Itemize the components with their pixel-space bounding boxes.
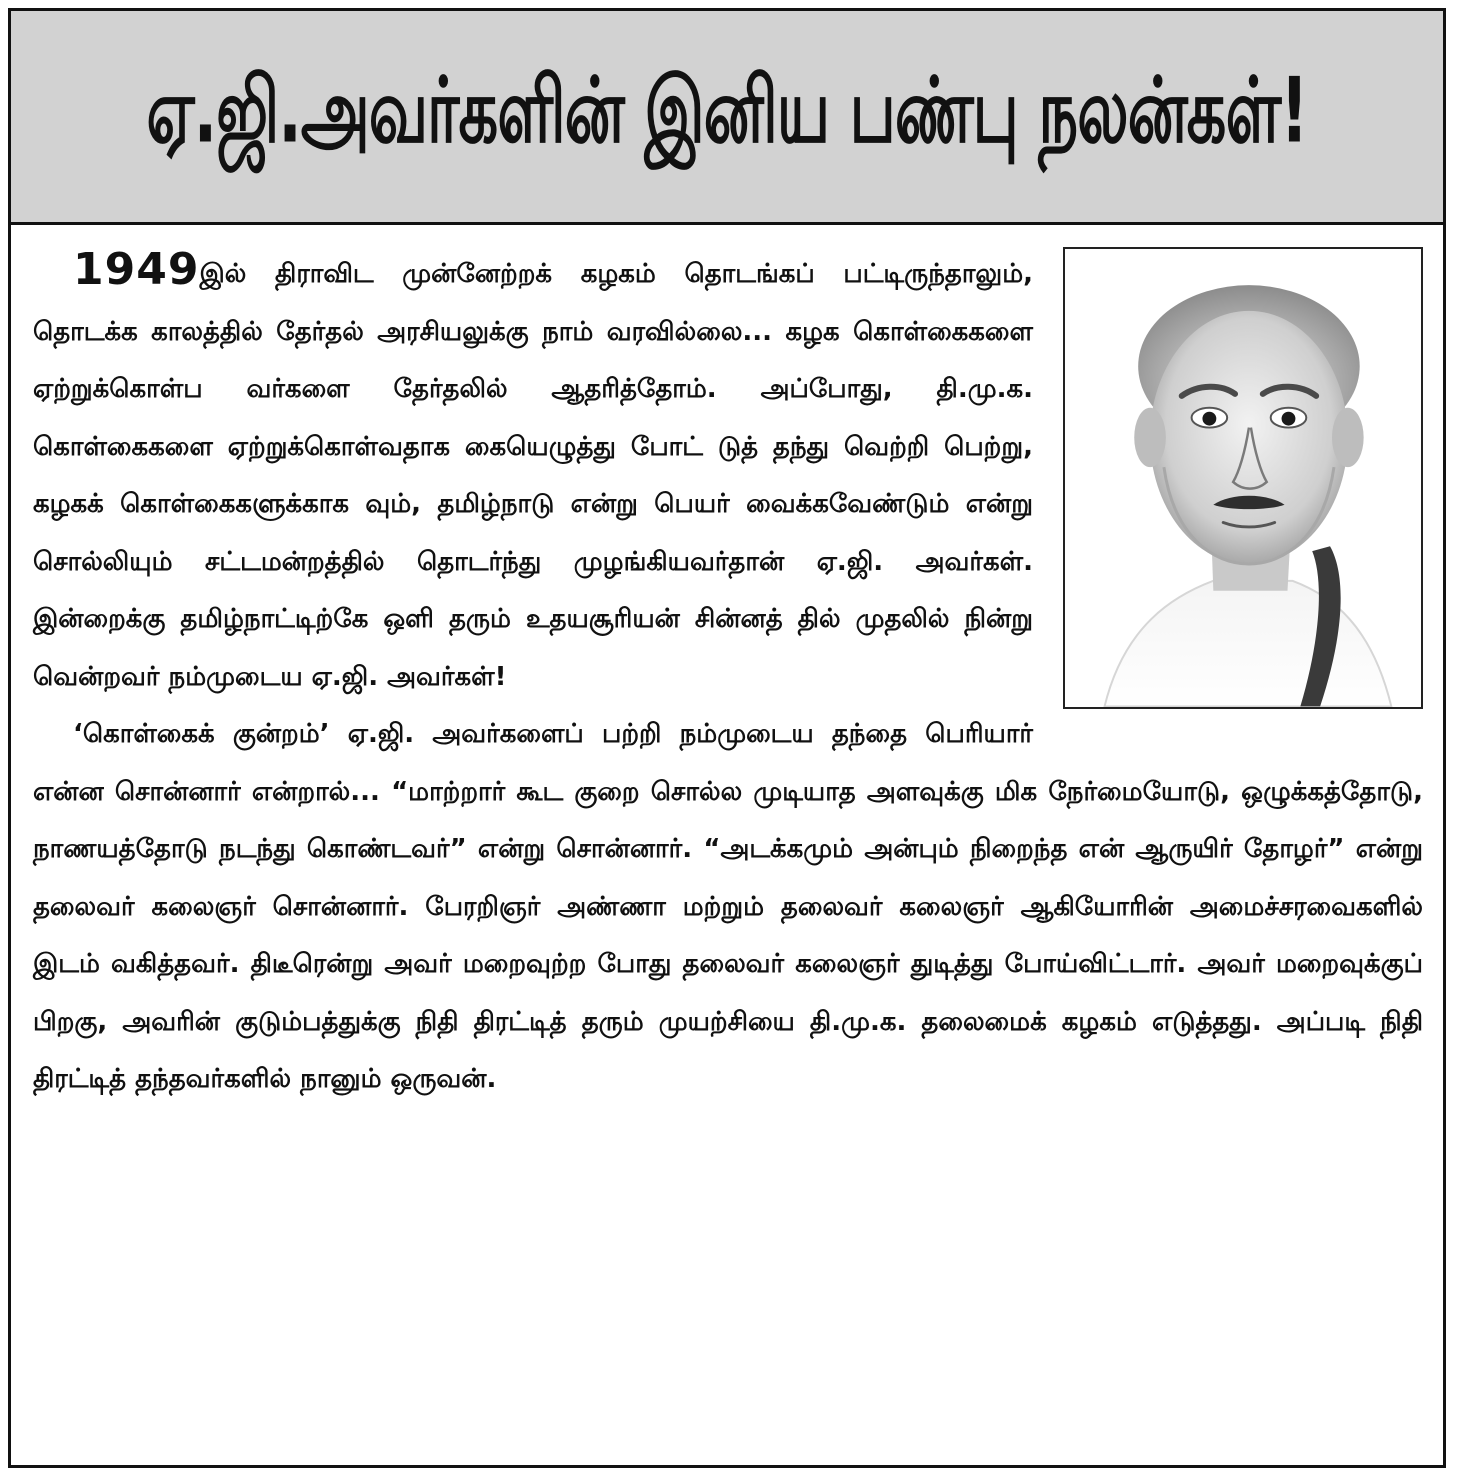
portrait-illustration [1065,249,1421,707]
article-frame [8,8,1446,1468]
paragraph-1-text: இல் திராவிட முன்னேற்றக் கழகம் தொடங்கப் பட்டிருந்தாலும், தொடக்க காலத்தில் தேர்தல் அரசியலுக்கு நாம் வரவில்லை... கழக கொள்கைகளை ஏற்றுக்கொள்ப வர்களை தேர்தலில் ஆதரித்தோம். அப்போது, தி.மு.க. கொள்கைகளை ஏற்றுக்கொள்வதாக கையெழுத்து போட் டுத் தந்து வெற்றி பெற்று, கழகக் கொள்கைகளுக்காக வும், தமிழ்நாடு என்று பெயர் வைக்கவேண்டும் என்று சொல்லியும் சட்டமன்றத்தில் தொடர்ந்து முழங்கியவர்தான் ஏ.ஜி. அவர்கள். இன்றைக்கு தமிழ்நாட்டிற்கே ஒளி தரும் உதயசூரியன் சின்னத் தில் முதலில் நின்று வென்றவர் நம்முடைய ஏ.ஜி. அவர்கள்! [33,259,1033,692]
lead-year: 1949 [73,244,200,295]
headline: ஏ.ஜி.அவர்களின் இனிய பண்பு நலன்கள்! [146,57,1308,163]
paragraph-2: ‘கொள்கைக் குன்றம்’ ஏ.ஜி. அவர்களைப் பற்றி நம்முடைய தந்தை பெரியார் என்ன சொன்னார் என்றால்... “மாற்றார் கூட குறை சொல்ல முடியாத அளவுக்கு மிக நேர்மையோடு, ஒழுக்கத்தோடு, நாணயத்தோடு நடந்து கொண்டவர்” என்று சொன்னார். “அடக்கமும் அன்பும் நிறைந்த என் ஆருயிர் தோழர்” என்று தலைவர் கலைஞர் சொன்னார். பேரறிஞர் அண்ணா மற்றும் தலைவர் கலைஞர் ஆகியோரின் அமைச்சரவைகளில் இடம் வகித்தவர். திடீரென்று அவர் மறைவுற்ற போது தலைவர் கலைஞர் துடித்து போய்விட்டார். அவர் மறைவுக்குப் பிறகு, அவரின் குடும்பத்துக்கு நிதி திரட்டித் தரும் முயற்சியை தி.மு.க. தலைமைக் கழகம் எடுத்தது. அப்படி நிதி திரட்டித் தந்தவர்களில் நானும் ஒருவன். [33,719,1423,1094]
headline-band [11,11,1443,225]
portrait-photo [1063,247,1423,709]
article-body [33,241,1423,1109]
